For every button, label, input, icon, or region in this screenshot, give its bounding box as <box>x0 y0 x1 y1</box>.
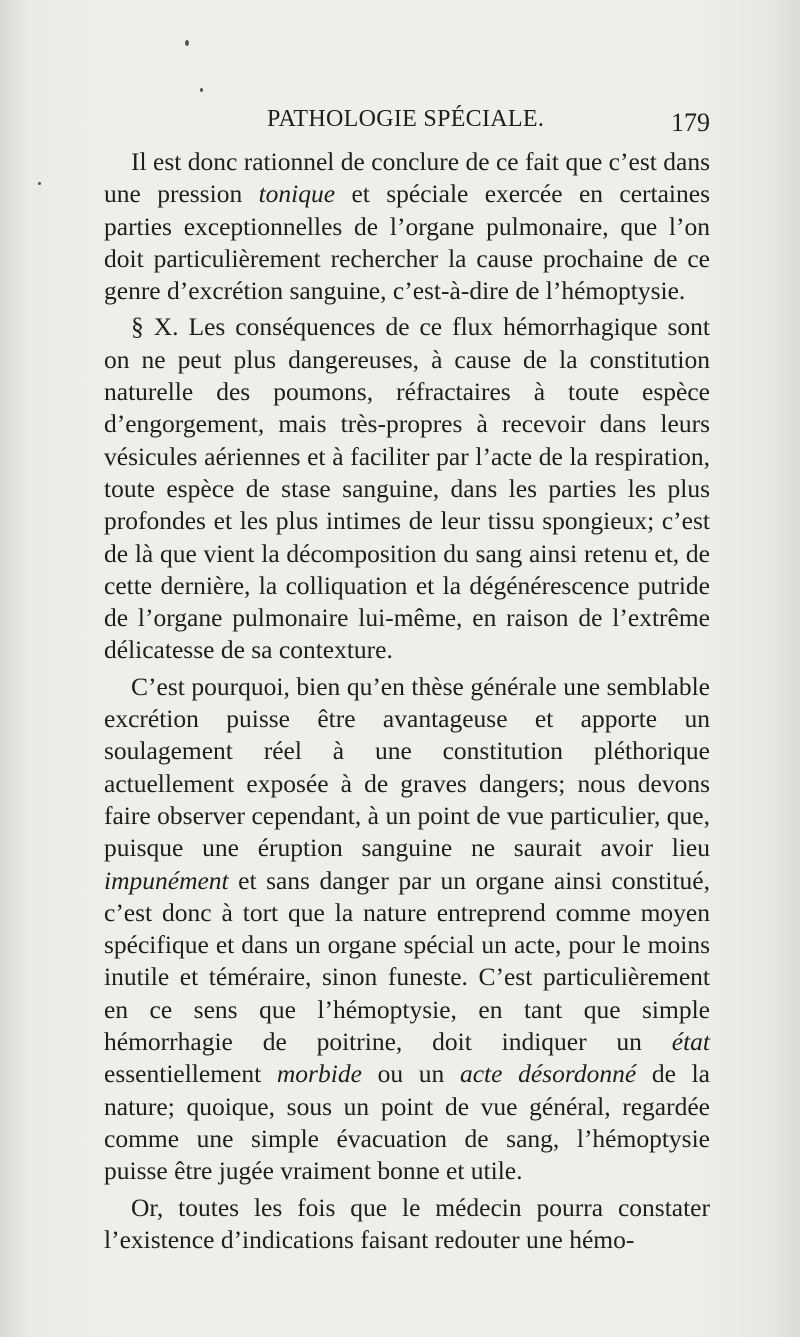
ink-speck <box>185 40 189 46</box>
page-number: 179 <box>671 108 710 137</box>
body-text <box>104 146 710 1256</box>
ink-speck <box>200 88 203 92</box>
italic-text: acte désordonné <box>459 1059 637 1089</box>
italic-text: morbide <box>276 1059 362 1089</box>
italic-text: impunément <box>104 865 229 895</box>
italic-text: état <box>671 1027 710 1057</box>
ink-speck <box>38 182 41 185</box>
text-run: essentiellement <box>104 1059 277 1089</box>
text-run: C’est pourquoi, bien qu’en thèse générale une semblable excrétion puisse être avantageuse et apporte un soulagement réel à une constitution pléthorique actuellement exposée à de graves dangers; nous devons faire observer cependant, à un point de vue particulier, que, puisque une éruption sanguine ne saurait avoir lieu <box>104 671 710 863</box>
paragraph <box>104 1192 710 1257</box>
text-run: § X. Les conséquences de ce flux hémorrhagique sont on ne peut plus dangereuses, à cause de la constitution naturelle des poumons, réfractaires à toute espèce d’engorgement, mais très-propres à recevoir dans leurs vésicules aériennes et à faciliter par l’acte de la respiration, toute espèce de stase sanguine, dans les parties les plus profondes et les plus intimes de leur tissu spongieux; c’est de là que vient la décomposition du sang ainsi retenu et, de cette dernière, la colliquation et la dégénérescence putride de l’organe pulmonaire lui-même, en raison de l’extrême délicatesse de sa contexture. <box>104 312 710 665</box>
text-run: Il est donc rationnel de conclure de ce fait que c’est dans une pression <box>104 147 710 209</box>
text-run: de la nature; quoique, sous un point de vue général, regardée comme une simple évacuation de sang, l’hémoptysie puisse être jugée vraiment bonne et utile. <box>104 1059 710 1186</box>
paragraph <box>104 146 710 307</box>
paragraph <box>104 671 710 1188</box>
running-head-title: PATHOLOGIE SPÉCIALE. <box>267 106 545 132</box>
text-run: ou un <box>361 1059 460 1089</box>
text-run: et spéciale exercée en certaines parties exceptionnelles de l’organe pulmonaire, que l’on doit particulièrement rechercher la cause prochaine de ce genre d’excrétion sanguine, c’est-à-dire de l’hémoptysie. <box>104 179 711 306</box>
text-run: Or, toutes les fois que le médecin pourra constater l’existence d’indications faisant redouter une hémo- <box>104 1192 710 1254</box>
text-run: et sans danger par un organe ainsi constitué, c’est donc à tort que la nature entreprend comme moyen spécifique et dans un organe spécial un acte, pour le moins inutile et téméraire, sinon funeste. C’est particulièrement en ce sens que l’hémoptysie, en tant que simple hémorrhagie de poitrine, doit indiquer un <box>104 865 710 1057</box>
paragraph <box>104 311 710 666</box>
running-head <box>104 106 710 140</box>
italic-text: tonique <box>258 179 336 209</box>
